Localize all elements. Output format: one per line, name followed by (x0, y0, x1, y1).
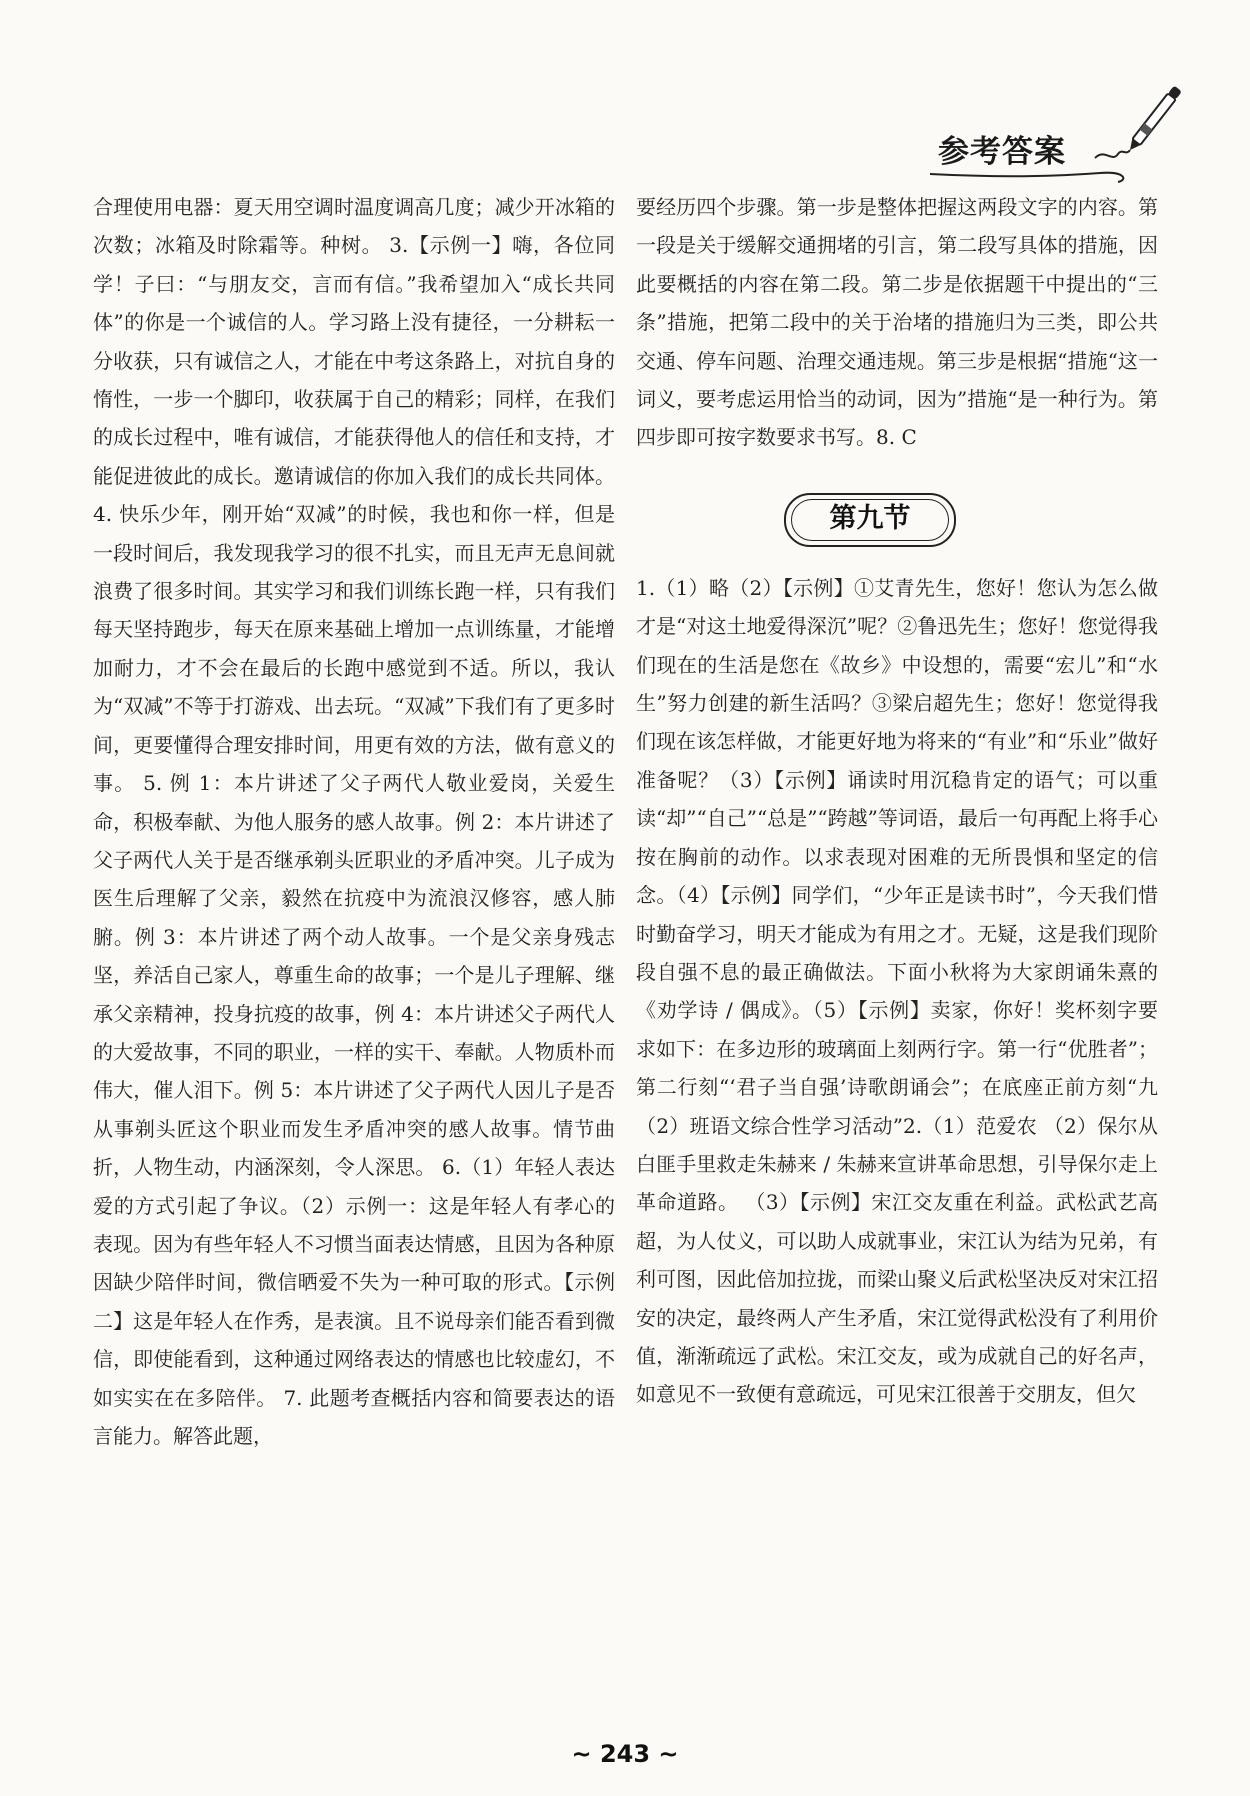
right-column-text-bottom: 1.（1）略（2）【示例】①艾青先生，您好！您认为怎么做才是“对这土地爱得深沉”呢？②鲁迅先生；您好！您觉得我们现在的生活是您在《故乡》中设想的，需要“宏儿”和“水生”努力创建的新生活吗？③梁启超先生；您好！您觉得我们现在该怎样做，才能更好地为将来的“有业”和“乐业”做好准备呢？（3）【示例】诵读时用沉稳肯定的语气；可以重读“却”“自己”“总是”“跨越”等词语，最后一句再配上将手心按在胸前的动作。以求表现对困难的无所畏惧和坚定的信念。（4）【示例】同学们，“少年正是读书时”，今天我们惜时勤奋学习，明天才能成为有用之才。无疑，这是我们现阶段自强不息的最正确做法。下面小秋将为大家朗诵朱熹的《劝学诗 / 偶成》。（5）【示例】卖家，你好！奖杯刻字要求如下：在多边形的玻璃面上刻两行字。第一行“优胜者”；第二行刻“‘君子当自强’诗歌朗诵会”；在底座正前方刻“九（2）班语文综合性学习活动”2.（1）范爱农 （2）保尔从白匪手里救走朱赫来 / 朱赫来宣讲革命思想，引导保尔走上革命道路。 （3）【示例】宋江交友重在利益。武松武艺高超，为人仗义，可以助人成就事业，宋江认为结为兄弟，有利可图，因此倍加拉拢，而梁山聚义后武松坚决反对宋江招安的决定，最终两人产生矛盾，宋江觉得武松没有了利用价值，渐渐疏远了武松。宋江交友，或为成就自己的好名声，如意见不一致便有意疏远，可见宋江很善于交朋友，但欠 (636, 575, 1158, 1407)
right-column (636, 188, 1158, 1414)
right-column-text-top: 要经历四个步骤。第一步是整体把握这两段文字的内容。第一段是关于缓解交通拥堵的引言，第二段写具体的措施，因此要概括的内容在第二段。第二步是依据题干中提出的“三条”措施，把第二段中的关于治堵的措施归为三类，即公共交通、停车问题、治理交通违规。第三步是根据“措施“这一词义，要考虑运用恰当的动词，因为”措施“是一种行为。第四步即可按字数要求书写。8. C (636, 195, 1158, 450)
section-title: 第九节 (784, 493, 956, 547)
page-number: ~ 243 ~ (571, 1740, 679, 1768)
left-column-text: 合理使用电器：夏天用空调时温度调高几度；减少开冰箱的次数；冰箱及时除霜等。种树。 3.【示例一】嗨，各位同学！子曰：“与朋友交，言而有信。”我希望加入“成长共同体”的你是一个诚信的人。学习路上没有捷径，一分耕耘一分收获，只有诚信之人，才能在中考这条路上，对抗自身的惰性，一步一个脚印，收获属于自己的精彩；同样，在我们的成长过程中，唯有诚信，才能获得他人的信任和支持，才能促进彼此的成长。邀请诚信的你加入我们的成长共同体。 4. 快乐少年，刚开始“双减”的时候，我也和你一样，但是一段时间后，我发现我学习的很不扎实，而且无声无息间就浪费了很多时间。其实学习和我们训练长跑一样，只有我们每天坚持跑步，每天在原来基础上增加一点训练量，才能增加耐力，才不会在最后的长跑中感觉到不适。所以，我认为“双减”不等于打游戏、出去玩。“双减”下我们有了更多时间，更要懂得合理安排时间，用更有效的方法，做有意义的事。 5. 例 1：本片讲述了父子两代人敬业爱岗，关爱生命，积极奉献、为他人服务的感人故事。例 2：本片讲述了父子两代人关于是否继承剃头匠职业的矛盾冲突。儿子成为医生后理解了父亲，毅然在抗疫中为流浪汉修容，感人肺腑。例 3：本片讲述了两个动人故事。一个是父亲身残志坚，养活自己家人，尊重生命的故事；一个是儿子理解、继承父亲精神，投身抗疫的故事，例 4：本片讲述父子两代人的大爱故事，不同的职业，一样的实干、奉献。人物质朴而伟大，催人泪下。例 5：本片讲述了父子两代人因儿子是否从事剃头匠这个职业而发生矛盾冲突的感人故事。情节曲折，人物生动，内涵深刻，令人深思。 6.（1）年轻人表达爱的方式引起了争议。（2）示例一：这是年轻人有孝心的表现。因为有些年轻人不习惯当面表达情感，且因为各种原因缺少陪伴时间，微信晒爱不失为一种可取的形式。【示例二】这是年轻人在作秀，是表演。且不说母亲们能否看到微信，即使能看到，这种通过网络表达的情感也比较虚幻，不如实实在在多陪伴。 7. 此题考查概括内容和简要表达的语言能力。解答此题， (93, 195, 615, 1448)
header-title: 参考答案 (938, 134, 1066, 170)
answer-header (890, 78, 1190, 188)
